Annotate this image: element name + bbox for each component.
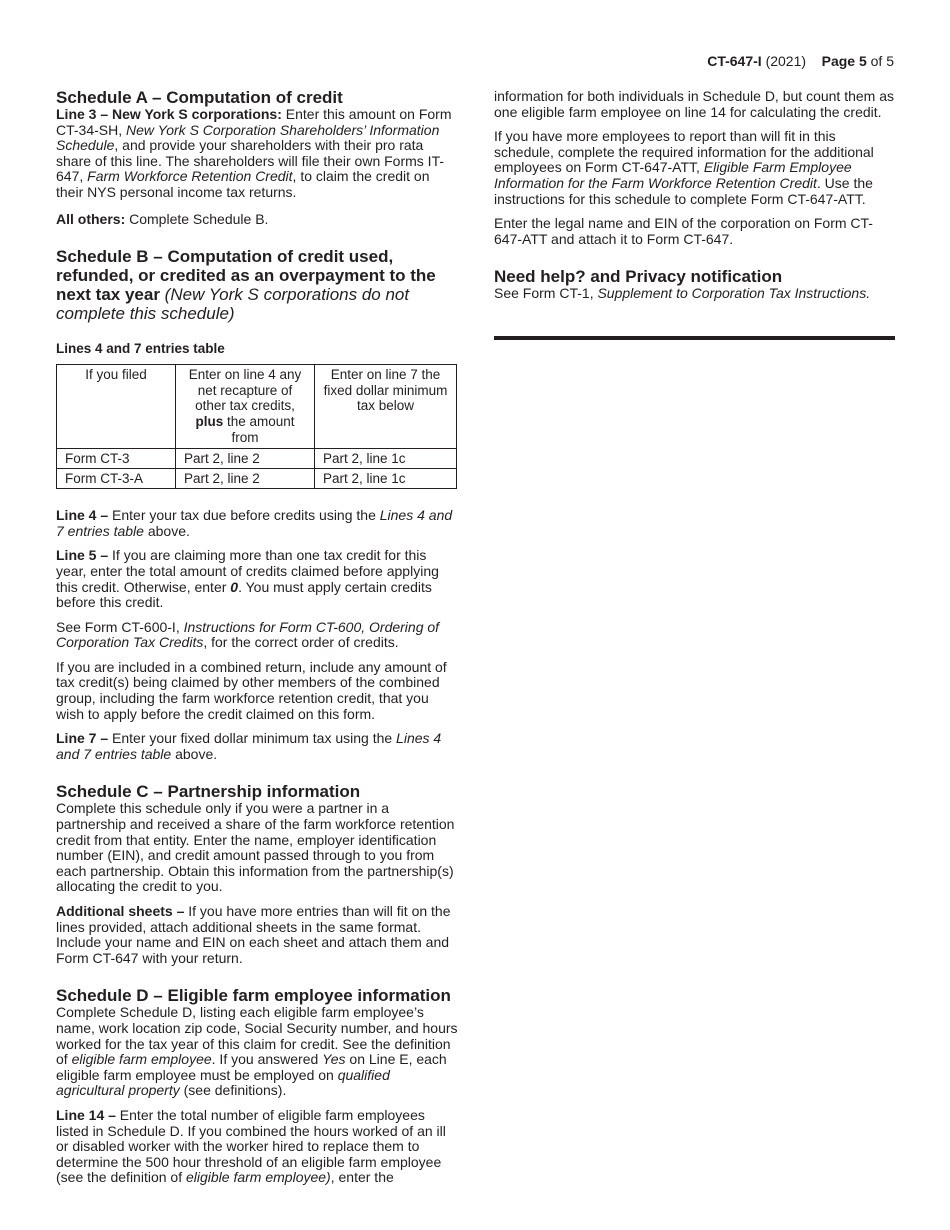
left-column [56,88,458,1186]
schedule-a-others: All others: Complete Schedule B. [56,210,269,227]
table-header-line4: Enter on line 4 any net recapture of other tax credits, plus the amount from [176,365,315,449]
table-row: Form CT-3 Part 2, line 2 Part 2, line 1c [57,449,457,469]
help-text: See Form CT-1, Supplement to Corporation Tax Instructions. [494,285,871,302]
form-number: CT-647-I [707,53,762,69]
schedule-d-line14-continued: information for both individuals in Schedule D, but count them as one eligible farm employee on line 14 for calculating the credit. [494,88,895,120]
schedule-c-title: Schedule C – Partnership information [56,782,361,802]
schedule-b-combined: If you are included in a combined return, include any amount of tax credit(s) being claimed by other members of the combined group, including the farm workforce retention credit, that you wish to apply before the credit claimed on this form. [56,658,447,722]
schedule-b-line7: Line 7 – Enter your fixed dollar minimum tax using the Lines 4 and 7 entries table above. [56,730,442,762]
page-header [707,53,894,69]
page-total: of 5 [866,53,894,69]
schedule-c-additional-sheets: Additional sheets – If you have more entries than will fit on the lines provided, attach additional sheets in the same format. Include your name and EIN on each sheet and attach them and Form CT-647 with your return. [56,903,451,966]
schedule-b-title: Schedule B – Computation of credit used, refunded, or credited as an overpayment to the next tax year (New York S corporations do not complete this schedule) [56,247,436,324]
table-header-line7: Enter on line 7 the fixed dollar minimum tax below [315,365,457,449]
entries-table-title: Lines 4 and 7 entries table [56,341,225,357]
schedule-d-title: Schedule D – Eligible farm employee information [56,986,451,1006]
schedule-a-line3: Line 3 – New York S corporations: Enter this amount on Form CT-34-SH, New York S Corporation Shareholders’ Information Schedule, and provide your shareholders with their pro rata share of this line. The shareholders will file their own Forms IT-647, Farm Workforce Retention Credit, to claim the credit on their NYS personal income tax returns. [56,106,452,200]
schedule-c-text: Complete this schedule only if you were a partner in a partnership and received a share of the farm workforce retention credit from that entity. Enter the name, employer identification number (EIN), and credit amount passed through to you from each partnership. Obtain this information from the partnership(s) allocating the credit to you. [56,800,455,895]
schedule-d-legal-name: Enter the legal name and EIN of the corporation on Form CT-647-ATT and attach it to Form CT-647. [494,215,873,247]
schedule-d-text: Complete Schedule D, listing each eligible farm employee’s name, work location zip code, Social Security number, and hours worked for the tax year of this claim for credit. See the definition of eligible farm employee. If you answered Yes on Line E, each eligible farm employee must be employed on qualified agricultural property (see definitions). [56,1004,458,1099]
table-header-filed: If you filed [57,365,176,449]
schedule-a-title: Schedule A – Computation of credit [56,88,343,107]
table-row: Form CT-3-A Part 2, line 2 Part 2, line 1c [57,469,457,489]
schedule-b-line4: Line 4 – Enter your tax due before credits using the Lines 4 and 7 entries table above. [56,507,453,539]
entries-table [56,364,457,489]
page-number: Page 5 [821,53,867,69]
schedule-b-line5: Line 5 – If you are claiming more than one tax credit for this year, enter the total amount of credits claimed before applying this credit. Otherwise, enter 0. You must apply certain credits before this credit. [56,547,439,611]
schedule-b-see-ct600: See Form CT-600-I, Instructions for Form CT-600, Ordering of Corporation Tax Credits, for the correct order of credits. [56,618,440,651]
help-title: Need help? and Privacy notification [494,267,783,287]
section-divider-rule [494,336,895,340]
schedule-d-line14: Line 14 – Enter the total number of eligible farm employees listed in Schedule D. If you combined the hours worked of an ill or disabled worker with the worker hired to replace them to determine the 500 hour threshold of an eligible farm employee (see the definition of eligible farm employee), enter the [56,1106,446,1186]
right-column [494,89,896,302]
schedule-d-more-employees: If you have more employees to report than will fit in this schedule, complete the required information for the additional employees on Form CT-647-ATT, Eligible Farm Employee Information for the Farm Workforce Retention Credit. Use the instructions for this schedule to complete Form CT-647-ATT. [494,128,874,207]
form-year: (2021) [761,53,807,69]
